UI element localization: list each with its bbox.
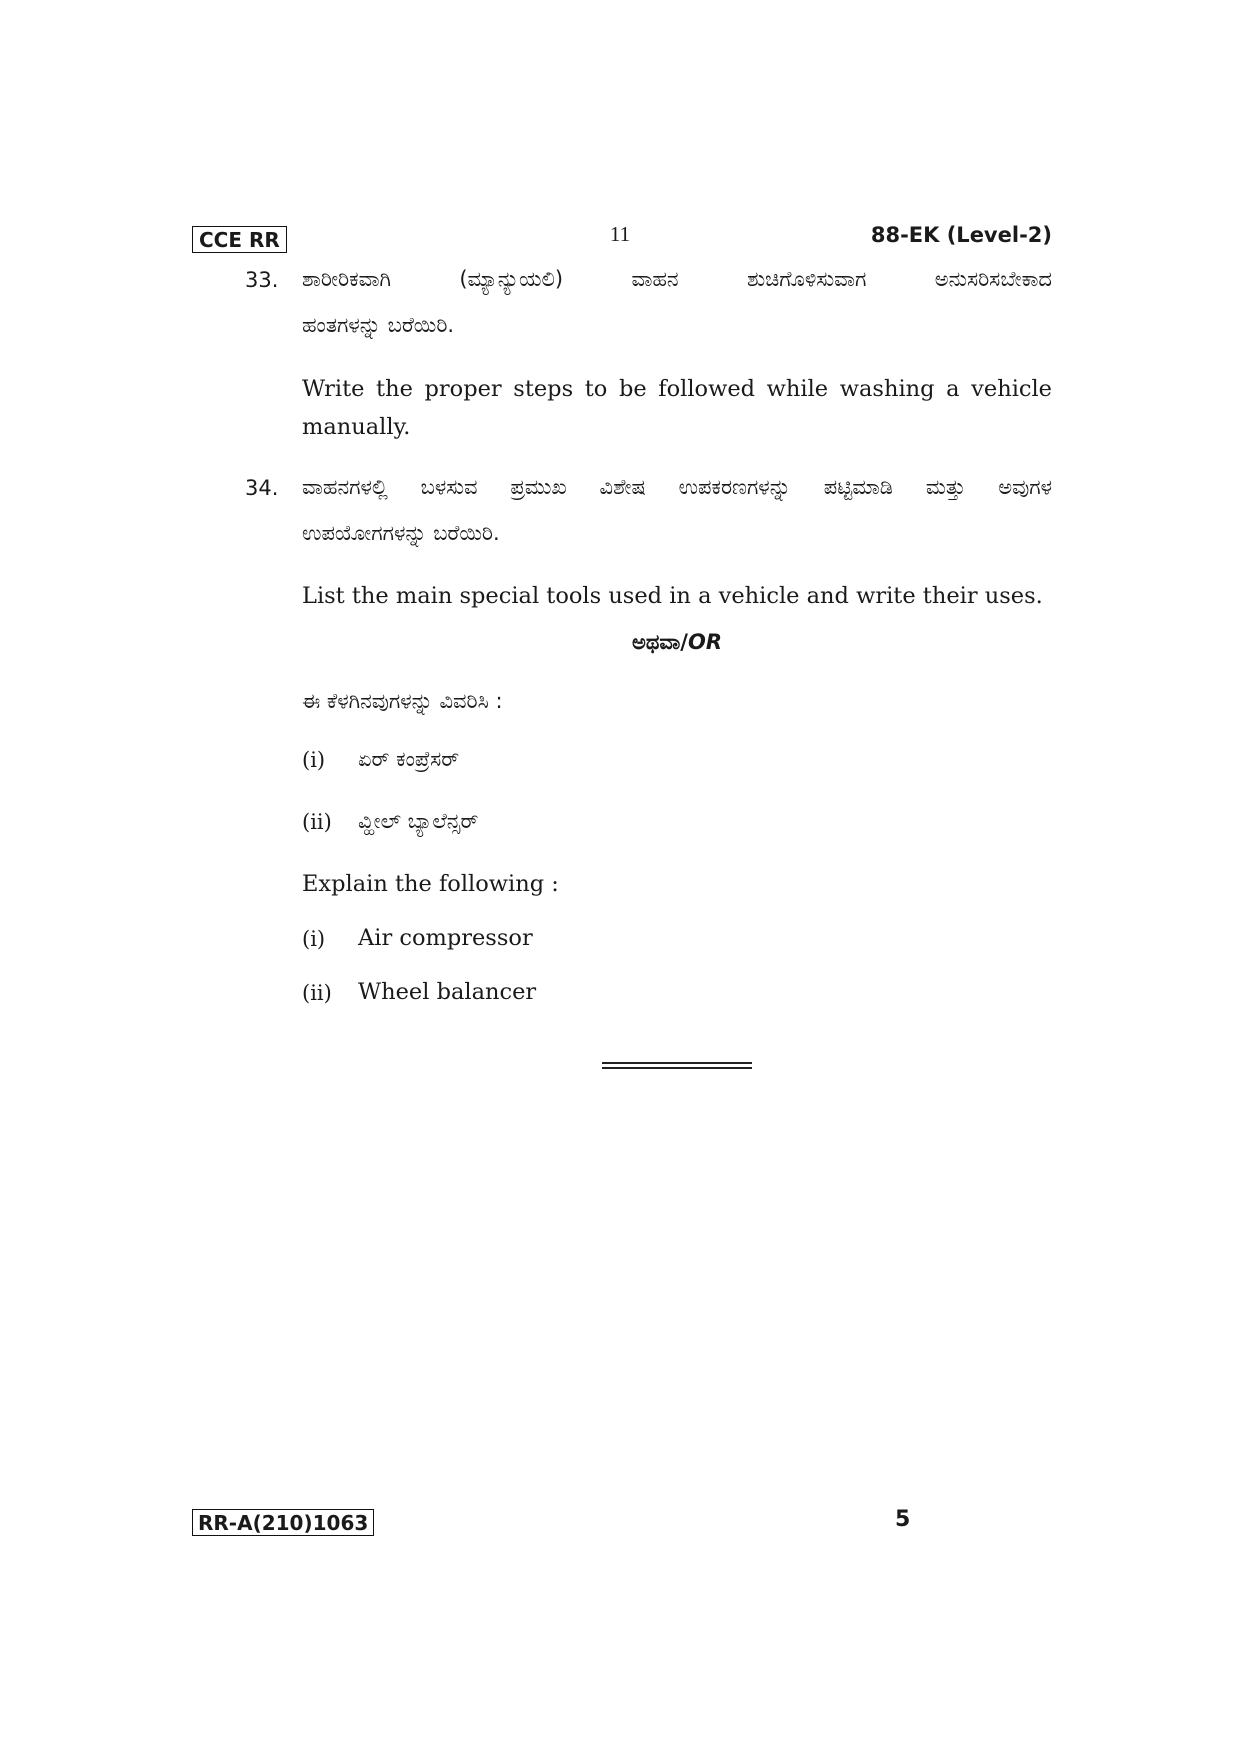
alt-kannada-intro: ಈ ಕೆಳಗಿನವುಗಳನ್ನು ವಿವರಿಸಿ : xyxy=(302,689,503,713)
or-kannada: ಅಥವಾ/ xyxy=(631,630,688,654)
alt-kannada-item-2-num: (ii) xyxy=(302,810,332,834)
alt-kannada-item-1-text: ಏರ್ ಕಂಪ್ರೆಸರ್ xyxy=(358,747,460,771)
page-number: 11 xyxy=(609,222,631,246)
or-separator xyxy=(302,630,1052,655)
q34-kannada-line2: ಉಪಯೋಗಗಳನ್ನು ಬರೆಯಿರಿ. xyxy=(302,521,500,545)
alt-english-item-2-text: Wheel balancer xyxy=(358,979,537,1005)
q34-english: List the main special tools used in a vehicle and write their uses. xyxy=(302,583,1043,609)
alt-kannada-item-1-num: (i) xyxy=(302,748,326,772)
alt-english-item-2-num: (ii) xyxy=(302,981,332,1005)
question-number-34: 34. xyxy=(245,476,279,500)
q33-kannada-line2: ಹಂತಗಳನ್ನು ಬರೆಯಿರಿ. xyxy=(302,313,455,337)
end-double-rule xyxy=(602,1062,752,1069)
alt-kannada-item-2-text: ವ್ಹೀಲ್ ಬ್ಯಾಲೆನ್ಸರ್ xyxy=(358,809,479,833)
paper-code: 88-EK (Level-2) xyxy=(870,223,1052,247)
or-english: OR xyxy=(687,630,722,654)
footer-page-number: 5 xyxy=(895,1507,911,1532)
header-code-box: CCE RR xyxy=(192,226,287,253)
alt-english-intro: Explain the following : xyxy=(302,871,559,897)
q34-kannada-line1: ವಾಹನಗಳಲ್ಲಿ ಬಳಸುವ ಪ್ರಮುಖ ವಿಶೇಷ ಉಪಕರಣಗಳನ್ನು ಪಟ್ಟಿಮಾಡಿ ಮತ್ತು ಅವುಗಳ xyxy=(302,475,1052,499)
alt-english-item-1-num: (i) xyxy=(302,927,326,951)
q33-kannada-line1: ಶಾರೀರಿಕವಾಗಿ (ಮ್ಯಾನ್ಯುಯಲಿ) ವಾಹನ ಶುಚಿಗೊಳಿಸುವಾಗ ಅನುಸರಿಸಬೇಕಾದ xyxy=(302,267,1052,291)
question-number-33: 33. xyxy=(245,268,279,292)
alt-english-item-1-text: Air compressor xyxy=(358,925,533,951)
q33-english: Write the proper steps to be followed while washing a vehicle manually. xyxy=(302,376,1052,440)
footer-code-box: RR-A(210)1063 xyxy=(192,1509,374,1536)
